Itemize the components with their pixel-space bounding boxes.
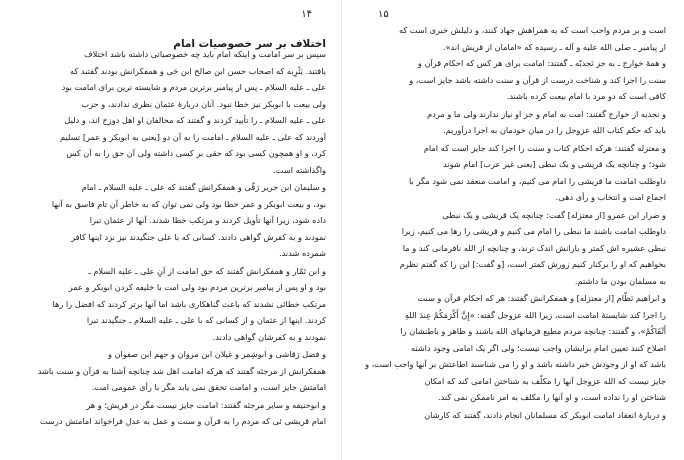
text-line: بود و او پس از پیامبر برترین مردم بود ولی امت با خلیفه کردن ابوبکر و عمر — [68, 282, 326, 292]
paragraph-list — [356, 22, 666, 424]
text-line: همفکرانش از مرجئه گفتند که هرکه امامت اهل شد چنانچه آشنا به قرآن و سنت باشد — [37, 365, 326, 376]
paragraph — [356, 22, 666, 105]
text-line: باید که حکم کتاب الله عزوجل را در میان خودمان به اجرا درآوریم. — [443, 125, 666, 135]
paragraph — [356, 290, 666, 406]
paragraph — [356, 207, 666, 290]
page-number-right: ۱۵ — [378, 9, 389, 20]
text-line: داوطلب امامت ما قریشی را امام می کنیم، و امامت منعقد نمی شود مگر با — [408, 175, 666, 186]
text-line: بود، و بیعت ابوبکر و عمر خطا بود ولی نمی توان که به خاطر آن تام فاسق به آنها — [51, 198, 326, 209]
text-line: کردند. اینها از عثمان و از کسانی که با علی ـ علیه السلام ـ جنگیدند تبرا — [86, 315, 326, 325]
text-line: به مسلمان بودن ما داشتم. — [574, 275, 666, 286]
paragraph — [18, 263, 326, 346]
text-line: امامتش جایز است، و امامت تحقق نمی یابد مگر با رأی عمومی امت. — [91, 382, 326, 392]
text-line: کرد، و او همچون کسی بود که حقی بر کسی داشته ولی آن حق را به آن کس — [66, 148, 326, 158]
paragraph — [356, 407, 666, 424]
text-line: نبطی عشیره اش کمتر و یارانش اندک ترند، و چنانچه از الله نافرمانی کند و ما — [402, 242, 666, 253]
paragraph — [356, 106, 666, 139]
text-line: أَتْقَاكُمْ»، و گفتند: چنانچه مردم مطیع فرمانهای الله باشند و ظاهر و باطنشان را — [400, 326, 666, 336]
text-line: سپس بر سر امامت و اینکه امام باید چه خصوصیاتی داشته باشد اختلاف — [84, 49, 326, 59]
text-line: شناختن او را نداده است، و او آنها را مکلف به امر ناممکن نمی کند. — [437, 392, 666, 402]
right-page — [342, 0, 684, 460]
section-heading: اختلاف بر سر خصوصیات امام — [173, 38, 326, 50]
paragraph-list — [18, 46, 326, 431]
text-line: و معتزله گفتند: هرکه احکام کتاب و سنت را اجرا کند جایز است که امام — [423, 142, 666, 153]
text-line: بخواهیم که او را برکنار کنیم زورش کمتر است، [و گفت:] این را که گفتم نظرم — [399, 259, 666, 269]
text-line: آوردند که علی ـ علیه السلام ـ امامت را به آن دو [یعنی به ابوبکر و عمر] تسلیم — [60, 131, 326, 142]
text-line: علی ـ علیه السلام ـ پس از پیامبر برترین مردم و شایسته ترین برای امامت بود — [61, 82, 326, 92]
text-line: نمودند و به کفرش گواهی دادند. کسانی که با علی جنگیدند نیز نزد اینها کافر — [71, 231, 326, 242]
text-line: است و بر مردم واجب است که به همراهش جهاد کنند، و دلیلش خبری است که — [398, 25, 666, 35]
text-line: داده شود، زیرا آنها تأویل کردند و مرتکب خطا شدند. آنها از عثمان تبرا — [89, 215, 326, 225]
text-line: کافی است که دو مرد با امام بیعت کرده باشند. — [506, 91, 666, 101]
paragraph — [18, 397, 326, 430]
text-line: علی ـ علیه السلام ـ را تأیید کردند و گفتند که مخالفان او اهل دوزخ اند، و دلیل — [64, 115, 326, 125]
text-line: و دربارهٔ انعقاد امامت ابوبکر که مسلمانان انجام دادند، گفتند که کارشان — [424, 409, 666, 420]
text-line: باشد که او از وجودش خبر داشته باشد و او را می شناسند اطاعتش بر آنها واجب است، و — [365, 359, 666, 369]
text-line: واگذاشته است. — [273, 164, 326, 175]
text-line: داوطلب امامت باشند ما نبطی را امام می کنیم و قریشی را رها می کنیم، زیرا — [401, 226, 666, 236]
text-line: و ابوحنیفه و سایر مرجئه گفتند: امامت جایز نیست مگر در قریش؛ و هر — [86, 399, 326, 410]
text-line: و فضل رَقاشی و ابوشِمر و غیلان ابن مروان و جهم ابن صفوان و — [107, 349, 326, 359]
page-number-left: ۱۴ — [301, 9, 312, 20]
text-line: و ابراهیم نَظّام [از معتزله] و همفکرانش گفتند: هر که احکام قرآن و سنت — [417, 293, 666, 303]
text-line: سنت را اجرا کند و شناخت درست از قرآن و سنت داشته باشد جایز است، و — [409, 74, 666, 85]
text-line: از پیامبر ـ صلی الله علیه و آله ـ رسیده که «امامان از قریش اند». — [442, 41, 666, 52]
text-line: شود؛ و چنانچه یک قریشی و یک نبطی [یعنی غیر عرب] امام شوند — [443, 159, 666, 169]
text-line: مرتکب خطائی نشدند که باعث گناهکاری باشد اما آنها برتر کردند که افضل را رها — [52, 298, 326, 309]
text-line: امام قریشی ئی که مردم را به قرآن و سنت و عمل به عدل فراخواند امامتش درست — [39, 416, 326, 426]
text-line: و ابن تَمّار و همفکرانش گفتند که حق امامت از آنِ علی ـ علیه السلام ـ — [88, 265, 326, 276]
text-line: و نجدیه از خوارج گفتند: امت به امام و جز او نیاز ندارند ولی ما و مردم — [427, 108, 666, 119]
text-line: جایز نیست که الله عزوجل آنها را مکلّف به شناختن امامی کند که امکان — [424, 375, 666, 386]
text-line: و سلیمان ابن جریر رَقّی و همفکرانش گفتند که علی ـ علیه السلام ـ امام — [81, 182, 326, 192]
text-line: اجماع امت و انتخاب و رأی دهی. — [555, 192, 666, 202]
text-line: و ضرار ابن عمرو [از معتزله] گفت: چنانچه یک قریشی و یک نبطی — [442, 209, 666, 220]
paragraph — [18, 346, 326, 396]
text-line: شمرده شدند. — [279, 248, 326, 258]
text-line: نمودند و به کفرشان گواهی دادند. — [212, 331, 326, 342]
text-line: را اجرا کند شایستهٔ امامت است، زیرا الله عزوجل گفته: «إِنَّ أَكْرَمَكُمْ عِندَ اللهِ — [404, 309, 666, 320]
text-line: ولی بیعت با ابوبکر نیز خطا نبود. آنان دربارهٔ عثمان نظری ندادند، و حزب — [81, 98, 326, 109]
text-line: و همهٔ خوارج ـ به جز نَجدیّه ـ گفتند: امامت برای هر کس که احکام قرآن و — [417, 58, 666, 68]
text-line: اصلاح کنند تعیین امام برایشان واجب نیست؛ ولی اگر یک امامی وجود داشته — [410, 342, 666, 353]
paragraph — [18, 46, 326, 178]
text-line: یافتند. یَثْرِبه که اصحاب حسن ابن صالح ابن حَی و همفکرانش بودند گفتند که — [69, 65, 326, 76]
paragraph — [18, 179, 326, 262]
paragraph — [356, 140, 666, 206]
